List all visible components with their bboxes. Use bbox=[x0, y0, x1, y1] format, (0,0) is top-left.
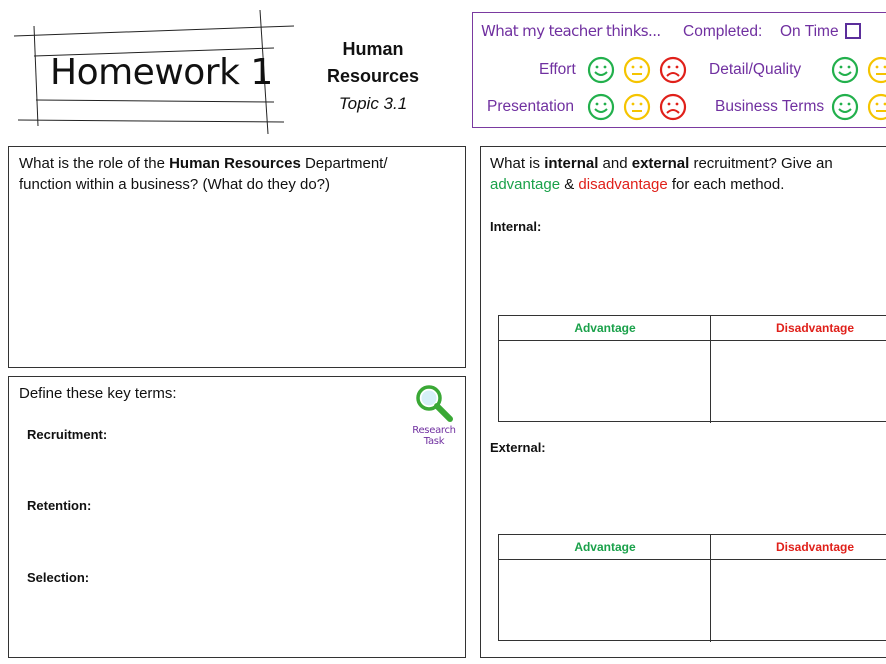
topic-label: Topic 3.1 bbox=[338, 94, 408, 113]
magnifying-glass-icon bbox=[413, 383, 455, 425]
hr-role-text: What is the role of the bbox=[19, 155, 170, 172]
research-line-1: Research bbox=[412, 425, 456, 436]
hr-role-bold: Human Resources bbox=[169, 155, 301, 172]
neutral-face-icon[interactable] bbox=[623, 56, 651, 84]
neutral-face-icon[interactable] bbox=[867, 93, 886, 121]
table-divider bbox=[710, 535, 711, 642]
business-terms-label: Business Terms bbox=[715, 98, 825, 115]
external-adv-table bbox=[498, 534, 886, 641]
homework-title: Homework 1 bbox=[50, 52, 273, 93]
effort-label: Effort bbox=[539, 61, 576, 78]
subject-line-1: Human bbox=[342, 39, 404, 59]
q3-text-3: recruitment? Give an bbox=[689, 155, 833, 172]
hr-role-question bbox=[19, 153, 459, 195]
internal-adv-table bbox=[498, 315, 886, 422]
external-advantage-header: Advantage bbox=[499, 535, 711, 560]
key-terms-panel[interactable] bbox=[8, 376, 466, 658]
hr-role-text-after: Department/ bbox=[300, 155, 388, 172]
presentation-label: Presentation bbox=[487, 98, 575, 115]
teacher-feedback-box bbox=[472, 12, 886, 128]
teacher-feedback-heading: What my teacher thinks... bbox=[481, 22, 661, 40]
q3-text-2: and bbox=[598, 155, 632, 172]
neutral-face-icon[interactable] bbox=[867, 56, 886, 84]
key-terms-heading: Define these key terms: bbox=[19, 385, 177, 402]
q3-text-1: What is bbox=[490, 155, 545, 172]
subject-title bbox=[318, 36, 428, 90]
sad-face-icon[interactable] bbox=[659, 93, 687, 121]
table-divider bbox=[710, 316, 711, 423]
external-disadvantage-header: Disadvantage bbox=[711, 535, 886, 560]
completed-label: Completed: bbox=[683, 23, 763, 40]
recruitment-panel[interactable] bbox=[480, 146, 886, 658]
happy-face-icon[interactable] bbox=[587, 56, 615, 84]
research-task-label bbox=[411, 425, 457, 447]
happy-face-icon[interactable] bbox=[831, 93, 859, 121]
on-time-label: On Time bbox=[780, 23, 839, 40]
internal-label: Internal: bbox=[490, 219, 542, 234]
neutral-face-icon[interactable] bbox=[623, 93, 651, 121]
research-line-2: Task bbox=[423, 436, 445, 447]
sad-face-icon[interactable] bbox=[659, 56, 687, 84]
recruitment-question bbox=[490, 153, 886, 195]
hr-role-panel[interactable] bbox=[8, 146, 466, 368]
q3-text-4: for each method. bbox=[667, 176, 785, 193]
internal-disadvantage-header: Disadvantage bbox=[711, 316, 886, 341]
on-time-checkbox[interactable] bbox=[845, 23, 861, 39]
external-label: External: bbox=[490, 440, 546, 455]
term-recruitment: Recruitment: bbox=[27, 427, 108, 442]
happy-face-icon[interactable] bbox=[587, 93, 615, 121]
q3-external-bold: external bbox=[631, 155, 690, 172]
advantage-word: advantage bbox=[490, 176, 561, 193]
term-retention: Retention: bbox=[27, 498, 92, 513]
q3-internal-bold: internal bbox=[544, 155, 599, 172]
hr-role-line2: function within a business? (What do they do?) bbox=[19, 176, 331, 193]
happy-face-icon[interactable] bbox=[831, 56, 859, 84]
term-selection: Selection: bbox=[27, 570, 90, 585]
internal-advantage-header: Advantage bbox=[499, 316, 711, 341]
disadvantage-word: disadvantage bbox=[578, 176, 668, 193]
q3-amp: & bbox=[560, 176, 579, 193]
detail-quality-label: Detail/Quality bbox=[709, 61, 802, 78]
subject-line-2: Resources bbox=[326, 66, 420, 86]
